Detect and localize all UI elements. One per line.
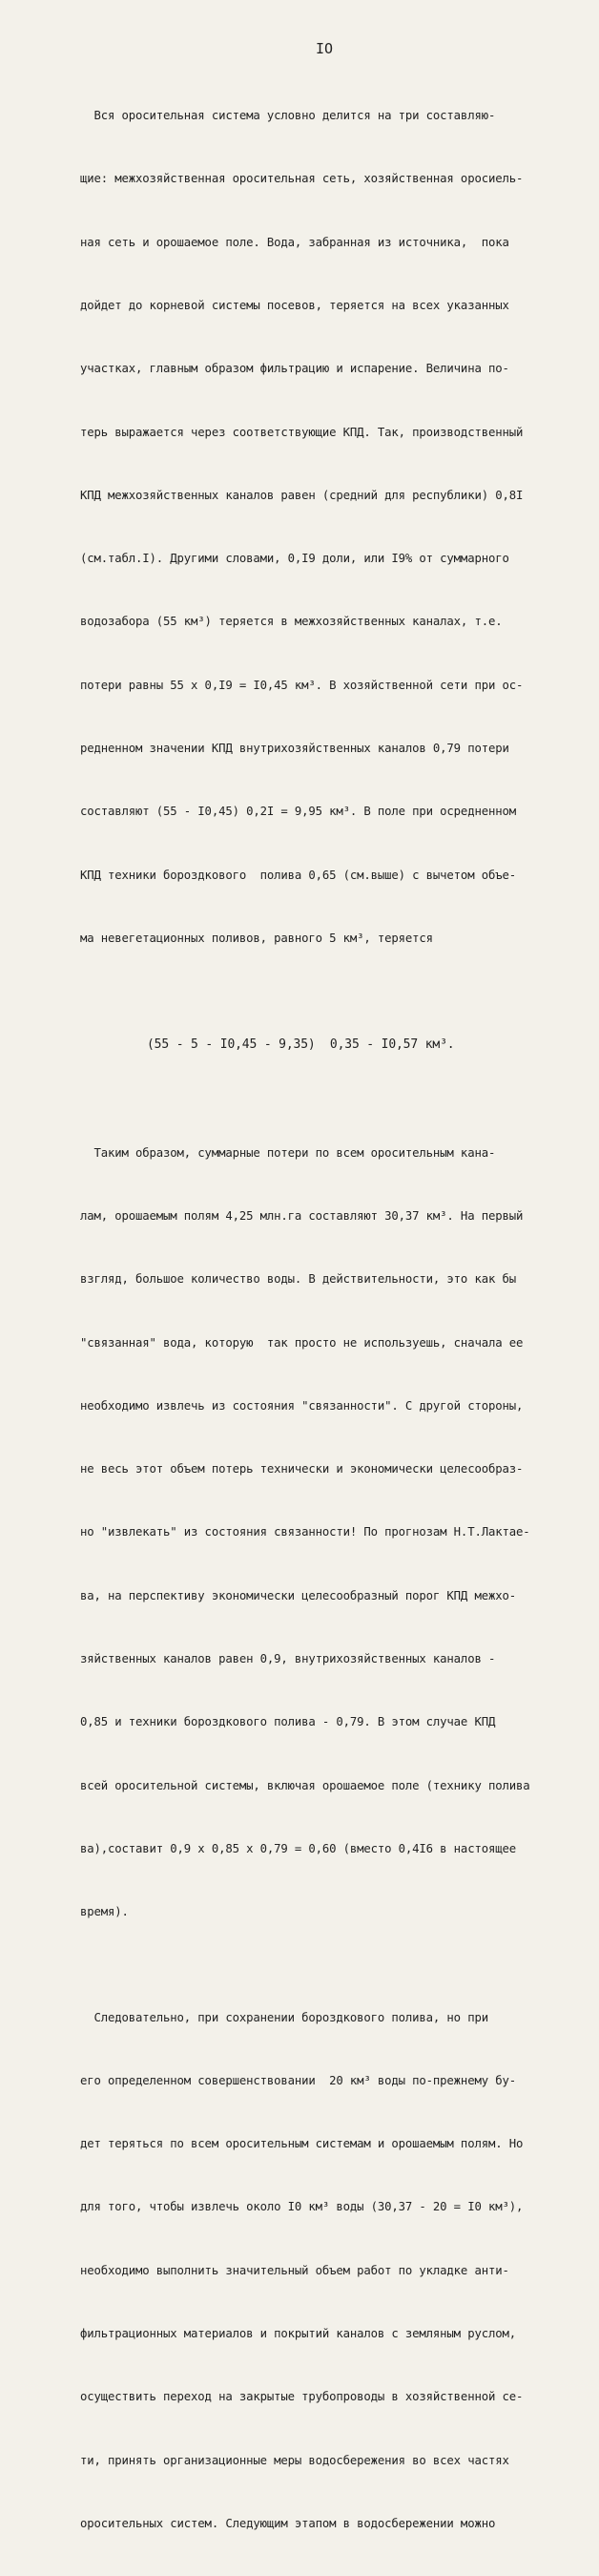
text-line: водозабора (55 км³) теряется в межхозяйственных каналах, т.е. [80,615,503,629]
text-line: потери равны 55 х 0,I9 = I0,45 км³. В хозяйственной сети при ос- [80,678,524,692]
text-line: лам, орошаемым полям 4,25 млн.га составляют 30,37 км³. На первый [80,1208,524,1223]
text-line: зяйственных каналов равен 0,9, внутрихозяйственных каналов - [80,1651,496,1665]
text-line: но "извлекать" из состояния связанности! По прогнозам Н.Т.Лактае- [80,1525,530,1539]
text-line: взгляд, большое количество воды. В действительности, это как бы [80,1272,516,1287]
text-line: составляют (55 - I0,45) 0,2I = 9,95 км³. В поле при осредненном [80,805,516,819]
text-line: щие: межхозяйственная оросительная сеть, хозяйственная оросиель- [80,172,524,186]
text-line: ная сеть и орошаемое поле. Вода, забранная из источника, пока [80,235,509,249]
text-line: КПД техники бороздкового полива 0,65 (см.выше) с вычетом объе- [80,868,516,882]
text-line: Таким образом, суммарные потери по всем оросительным кана- [80,1145,496,1160]
paragraph-losses-structure [80,63,561,991]
text-line: участках, главным образом фильтрацию и испарение. Величина по- [80,362,509,376]
text-line: 0,85 и техники бороздкового полива - 0,79. В этом случае КПД [80,1715,496,1729]
text-line: время). [80,1905,129,1919]
text-line: оросительных систем. Следующим этапом в водосбережении можно [80,2516,496,2530]
text-line: ма невегетационных поливов, равного 5 км³, теряется [80,931,433,945]
text-line: фильтрационных материалов и покрытий каналов с земляным руслом, [80,2326,516,2340]
text-line: необходимо выполнить значительный объем работ по укладке анти- [80,2263,509,2277]
text-line: Следовательно, при сохранении бороздкового полива, но при [80,2010,488,2024]
text-line: осуществить переход на закрытые трубопроводы в хозяйственной се- [80,2390,524,2404]
text-line: ва),составит 0,9 х 0,85 х 0,79 = 0,60 (вместо 0,4I6 в настоящее [80,1841,516,1855]
formula: (55 - 5 - I0,45 - 9,35) 0,35 - I0,57 км³. [147,1037,455,1053]
text-line: Вся оросительная система условно делится на три составляю- [80,109,496,123]
text-line: не весь этот объем потерь технически и экономически целесообраз- [80,1462,524,1476]
text-line: дет теряться по всем оросительным системам и орошаемым полям. Но [80,2137,524,2151]
paragraph-water-saving [80,1964,561,2576]
text-line: "связанная" вода, которую так просто не используешь, сначала ее [80,1335,524,1350]
text-line: его определенном совершенствовании 20 км³ воды по-прежнему бу- [80,2073,516,2087]
text-line: ва, на перспективу экономически целесообразный порог КПД межхо- [80,1588,516,1602]
text-line: (см.табл.I). Другими словами, 0,I9 доли, или I9% от суммарного [80,552,509,566]
paragraph-total-losses [80,1100,561,1965]
text-line: редненном значении КПД внутрихозяйственных каналов 0,79 потери [80,742,509,755]
text-line: всей оросительной системы, включая орошаемое поле (технику полива [80,1778,530,1792]
page-number: IO [315,40,334,57]
text-line: для того, чтобы извлечь около I0 км³ воды (30,37 - 20 = I0 км³), [80,2200,524,2214]
text-line: ти, принять организационные меры водосбережения во всех частях [80,2453,509,2467]
text-line: необходимо извлечь из состояния "связанности". С другой стороны, [80,1398,524,1413]
text-line: КПД межхозяйственных каналов равен (средний для республики) 0,8I [80,488,524,502]
text-line: терь выражается через соответствующие КПД. Так, производственный [80,425,524,439]
formula-block [80,991,561,1100]
text-line: дойдет до корневой системы посевов, теряется на всех указанных [80,299,509,313]
